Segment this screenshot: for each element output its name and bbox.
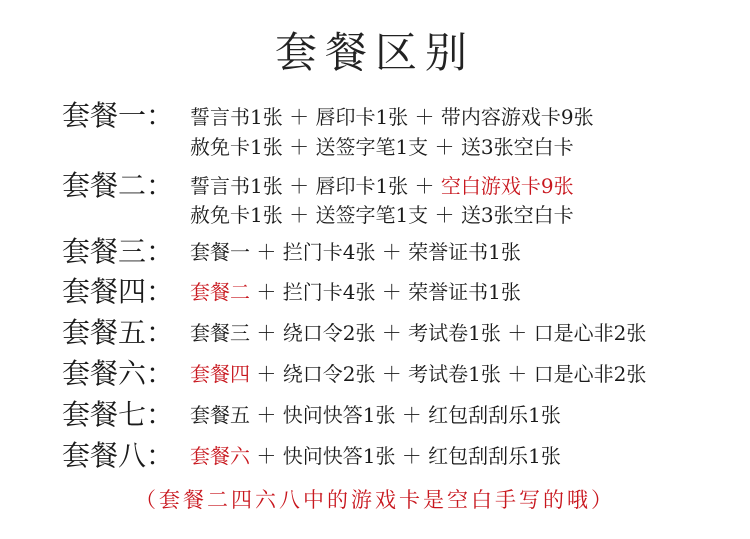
package-4-rest: ＋ 拦门卡4张 ＋ 荣誉证书1张	[250, 280, 521, 304]
package-5-base: 套餐三	[190, 321, 250, 345]
package-3-rest: ＋ 拦门卡4张 ＋ 荣誉证书1张	[250, 240, 521, 264]
package-2-label: 套餐二：	[62, 169, 175, 202]
package-8-rest: ＋ 快问快答1张 ＋ 红包刮刮乐1张	[250, 444, 561, 468]
package-5-label: 套餐五：	[62, 316, 175, 349]
package-5-line	[190, 317, 646, 346]
package-3-base: 套餐一	[190, 240, 250, 264]
package-3-label: 套餐三：	[62, 235, 175, 268]
package-8-line	[190, 440, 561, 469]
footnote: （套餐二四六八中的游戏卡是空白手写的哦）	[135, 488, 615, 512]
package-5-rest: ＋ 绕口令2张 ＋ 考试卷1张 ＋ 口是心非2张	[250, 321, 647, 345]
page-title: 套餐区别	[274, 28, 475, 77]
package-4-base: 套餐二	[190, 280, 250, 304]
package-2-line-2: 赦免卡1张 ＋ 送签字笔1支 ＋ 送3张空白卡	[190, 203, 574, 227]
package-2-line-1	[190, 170, 574, 199]
package-7-line	[190, 399, 561, 428]
package-8-label: 套餐八：	[62, 439, 175, 472]
package-3-line	[190, 236, 521, 265]
package-7-rest: ＋ 快问快答1张 ＋ 红包刮刮乐1张	[250, 403, 561, 427]
package-7-label: 套餐七：	[62, 398, 175, 431]
package-7-base: 套餐五	[190, 403, 250, 427]
package-2-highlight: 空白游戏卡9张	[440, 174, 574, 198]
package-6-line	[190, 358, 646, 387]
package-4-label: 套餐四：	[62, 275, 175, 308]
package-1-line-1: 誓言书1张 ＋ 唇印卡1张 ＋ 带内容游戏卡9张	[190, 105, 594, 129]
package-6-label: 套餐六：	[62, 357, 175, 390]
package-8-base: 套餐六	[190, 444, 250, 468]
package-6-base: 套餐四	[190, 362, 250, 386]
package-1-line-2: 赦免卡1张 ＋ 送签字笔1支 ＋ 送3张空白卡	[190, 135, 574, 159]
package-4-line	[190, 276, 521, 305]
package-6-rest: ＋ 绕口令2张 ＋ 考试卷1张 ＋ 口是心非2张	[250, 362, 647, 386]
package-2-line-1-text: 誓言书1张 ＋ 唇印卡1张 ＋	[190, 174, 441, 198]
package-1-label: 套餐一：	[62, 99, 175, 132]
